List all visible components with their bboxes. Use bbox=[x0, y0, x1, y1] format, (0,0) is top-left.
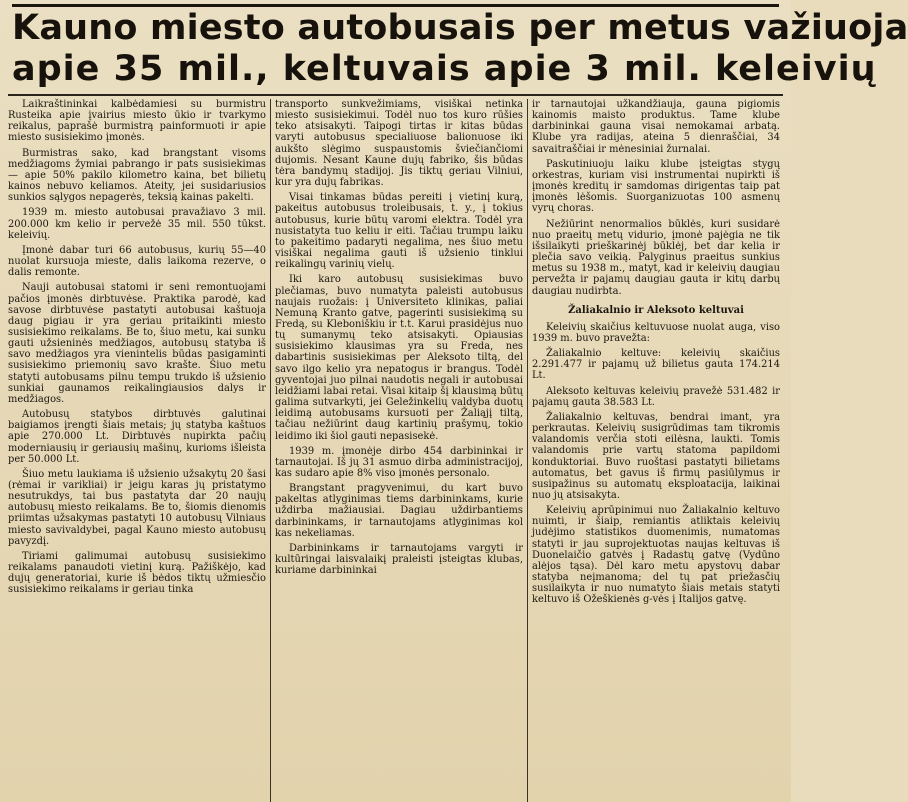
column-divider bbox=[270, 99, 271, 802]
paragraph: Iki karo autobusų susisiekimas buvo plečiamas, buvo numatyta paleisti autobusus naujais ruožais: į Universiteto klinikas, paliai Nemuną Kranto gatve, pagerinti susisiekimą su Fredą, su Kleboniškiu ir t.t. Karui prasidėjus nuo tų sumanymų teko atsisakyti. Opiausias susisiekimo klausimas yra su Freda, nes dabartinis susisiekimas per Aleksoto tiltą, del savo ilgo kelio yra nepatogus ir brangus. Todėl gyventojai juo pilnai naudotis negali ir autobusai leidžiami labai retai. Visai kitaip šį klausimą būtų galima sutvarkyti, jei Geležinkelių valdyba duotų leidimą autobusams kursuoti per Žaliąjį tiltą, tačiau nežiūrint daug kartinių prašymų, tokio leidimo iki šiol gauti nepasisekė. bbox=[275, 274, 523, 442]
column-divider bbox=[527, 99, 528, 802]
paragraph: Nežiūrint nenormalios būklės, kuri susidarė nuo praeitų metų vidurio, įmonė pajėgia ne tik išsilaikyti prieškarinėj būklėj, bet dar kelia ir plečia savo veikią. Palyginus praeitus sunkius metus su 1938 m., matyt, kad ir keleivių daugiau pervežta ir pajamų daugiau gauta ir kitų darbų daugiau nudirbta. bbox=[532, 218, 780, 297]
paragraph: Tiriami galimumai autobusų susisiekimo reikalams panaudoti vietinį kurą. Pažiškėjo, kad dujų generatoriai, kurie iš bėdos tiktų užmiesčio susisiekimo reikalams ir geriau tinka bbox=[8, 550, 266, 596]
paragraph: Burmistras sako, kad brangstant visoms medžiagoms žymiai pabrango ir pats susisiekimas — apie 50% pakilo kilometro kaina, bet bilietų kainos nebuvo keliamos. Ateity, jei susidariusios sunkios sąlygos nepagerės, teksią kainas pakelti. bbox=[8, 147, 266, 204]
article-column-3 bbox=[532, 99, 780, 802]
paragraph: Įmonė dabar turi 66 autobusus, kurių 55—40 nuolat kursuoja mieste, dalis laikoma rezerve, o dalis remonte. bbox=[8, 244, 266, 279]
headline-rule bbox=[8, 94, 783, 96]
paragraph: Šiuo metu laukiama iš užsienio užsakytų 20 šasi (rėmai ir varikliai) ir jeigu karas jų pristatymo nesutrukdys, tai bus pastatyta dar 20 naujų autobusų miesto reikalams. Be to, šiomis dienomis priimtas užsakymas pastatyti 10 autobusų Vilniaus miesto savivaldybei, pagal Kauno miesto autobusų pavyzdį. bbox=[8, 468, 266, 547]
headline bbox=[12, 4, 908, 95]
paragraph: ir tarnautojai užkandžiauja, gauna pigiomis kainomis maisto produktus. Tame klube darbininkai gauna visai nemokamai arbatą. Klube yra radijas, ateina 5 dienraščiai, 34 savaitraščiai ir mėnesiniai žurnalai. bbox=[532, 99, 780, 155]
paragraph: Visai tinkamas būdas pereiti į vietinį kurą, pakeitus autobusus troleibusais, t. y., į tokius autobusus, kurie būtų varomi elektra. Todėl yra nusistatyta tuo keliu ir eiti. Tačiau trumpu laiku to pakeitimo padaryti negalima, nes šiuo metu visiškai negalima gauti iš užsienio tinklui reikalingų varinių vielų. bbox=[275, 192, 523, 271]
headline-line-1: Kauno miesto autobusais per metus važiuoja bbox=[12, 8, 908, 48]
paragraph: Paskutiniuoju laiku klube įsteigtas stygų orkestras, kuriam visi instrumentai nupirkti iš įmonės kreditų ir samdomas dirigentas taip pat įmonės lėšomis. Suorganizuotas 100 asmenų vyrų choras. bbox=[532, 158, 780, 215]
article-column-2 bbox=[275, 99, 523, 802]
article-column-1 bbox=[8, 99, 266, 802]
paragraph: transporto sunkvežimiams, visiškai netinka miesto susisiekimui. Todėl nuo tos kuro rūšies teko atsisakyti. Taipogi tirtas ir kitas būdas varyti autobusus specialiuose balionuose iki aukšto slėgimo suspaustomis šviečiančiomi dujomis. Nesant Kaune dujų fabriko, šis būdas tėra bandymų stadijoj. Jis tiktų geriau Vilniui, kur yra dujų fabrikas. bbox=[275, 99, 523, 189]
paragraph: Laikraštininkai kalbėdamiesi su burmistru Rusteika apie įvairius miesto ūkio ir tvarkymo reikalus, paprašė burmistrą painformuoti ir apie miesto susisiekimo įmonės. bbox=[8, 99, 266, 144]
paragraph: Keleivių skaičius keltuvuose nuolat auga, viso 1939 m. buvo pravežta: bbox=[532, 321, 780, 344]
paragraph: Nauji autobusai statomi ir seni remontuojami pačios įmonės dirbtuvėse. Praktika parodė, kad savose dirbtuvėse pastatyti autobusai kaštuoja daug pigiau ir yra geriau pritaikinti miesto susisiekimo reikalams. Be to, šiuo metu, kai sunku gauti užsieninės medžiagos, autobusų statyba iš savo medžiagos yra vienintelis būdas pasigaminti susisiekimo priemonių savo krašte. Šiuo metu statyti autobusams pilnu tempu trukdo iš užsienio sunkiai gaunamos reikalingiausios dalys ir medžiagos. bbox=[8, 282, 266, 405]
paragraph: Darbininkams ir tarnautojams vargyti ir kultūringai laisvalaikį praleisti įsteigtas klubas, kuriame darbininkai bbox=[275, 542, 523, 577]
paragraph: Autobusų statybos dirbtuvės galutinai baigiamos įrengti šiais metais; jų statyba kaštuos apie 270.000 Lt. Dirbtuvės nupirkta pačių moderniausių ir geriausių mašinų, kurioms išleista per 50.000 Lt. bbox=[8, 409, 266, 465]
paragraph: Žaliakalnio keltuve: keleivių skaičius 2.291.477 ir pajamų už bilietus gauta 174.214 Lt. bbox=[532, 348, 780, 382]
paragraph: 1939 m. miesto autobusai pravažiavo 3 mil. 200.000 km kelio ir pervežė 35 mil. 550 tūkst. keleivių. bbox=[8, 207, 266, 241]
paragraph: 1939 m. įmonėje dirbo 454 darbininkai ir tarnautojai. Iš jų 31 asmuo dirba administracijoj, kas sudaro apie 8% viso įmonės personalo. bbox=[275, 445, 523, 479]
headline-line-2: apie 35 mil., keltuvais apie 3 mil. keleivių bbox=[12, 49, 877, 89]
paragraph: Aleksoto keltuvas keleivių pravežė 531.482 ir pajamų gauta 38.583 Lt. bbox=[532, 385, 780, 408]
section-heading: Žaliakalnio ir Aleksoto keltuvai bbox=[568, 304, 744, 316]
paragraph: Brangstant pragyvenimui, du kart buvo pakeltas atlyginimas tiems darbininkams, kurie uždirba mažiausiai. Dagiau uždirbantiems darbininkams, ir tarnautojams atlyginimas kol kas nekeliamas. bbox=[275, 483, 523, 539]
paragraph: Keleivių aprūpinimui nuo Žaliakalnio keltuvo nuimti, ir šiaip, remiantis atliktais keleivių judėjimo statistikos duomenimis, numatomas statyti ir jau suprojektuotas naujas keltuvas iš Duonelaičio gatvės į Radastų gatvę (Vydūno alėjos tąsa). Dėl karo metu apystovų dabar statyba neįmanoma; del tų pat priežasčių susilaikyta ir nuo numatyto šiais metais statyti keltuvo iš Ožeškienės g-vės į Italijos gatvę. bbox=[532, 505, 780, 606]
paragraph: Žaliakalnio keltuvas, bendrai imant, yra perkrautas. Keleivių susigrūdimas tam tikromis valandomis verčia stoti eilėsna, laukti. Tomis valandomis prie vartų statoma papildomi konduktoriai. Buvo ruoštasi pastatyti bilietams automatus, bet gavus iš firmų pasiūlymus ir susipažinus su automatų eksploatacija, laikinai nuo jų atsisakyta. bbox=[532, 411, 780, 501]
